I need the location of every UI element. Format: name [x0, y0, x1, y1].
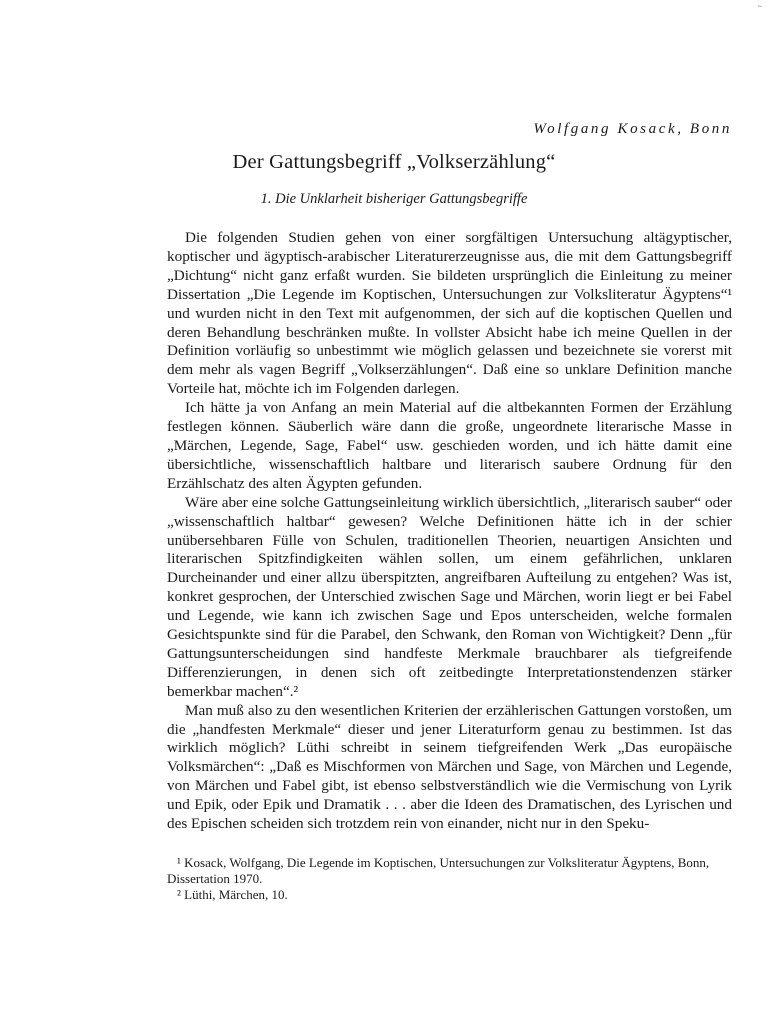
- page-title: Der Gattungsbegriff „Volkserzählung“: [232, 151, 556, 173]
- paragraph-2: Ich hätte ja von Anfang an mein Material auf die altbekannten Formen der Erzählung festlegen können. Säuberlich wäre dann die große, ungeordnete literarische Masse in „Märchen, Legende, Sage, Fabel“ usw. geschieden worden, und ich hätte damit eine übersichtliche, wissenschaftlich haltbare und literarisch saubere Ordnung für den Erzählschatz des alten Ägypten gefunden.: [167, 399, 732, 492]
- footnotes: [167, 855, 732, 903]
- paragraph-1: Die folgenden Studien gehen von einer sorgfältigen Untersuchung altägyptischer, koptischer und ägyptisch-arabischer Literaturerzeugnisse aus, die mit dem Gattungsbegriff „Dichtung“ nicht ganz erfaßt wurden. Sie bildeten ursprünglich die Einleitung zu meiner Dissertation „Die Legende im Koptischen, Untersuchungen zur Volksliteratur Ägyptens“¹ und wurden nicht in den Text mit aufgenommen, der sich auf die koptischen Quellen und deren Behandlung beschränken mußte. In vollster Absicht habe ich meine Quellen in der Definition vorläufig so unbestimmt wie möglich gelassen und bezeichnete sie vorerst mit dem mehr als vagen Begriff „Volkserzählungen“. Daß eine so unklare Definition manche Vorteile hat, möchte ich im Folgenden darlegen.: [167, 229, 732, 398]
- body-text: [167, 229, 732, 834]
- scan-mark: ~: [757, 2, 762, 11]
- section-heading: 1. Die Unklarheit bisheriger Gattungsbegriffe: [260, 191, 528, 207]
- author-line: Wolfgang Kosack, Bonn: [533, 121, 732, 137]
- paragraph-4: Man muß also zu den wesentlichen Kriterien der erzählerischen Gattungen vorstoßen, um die „handfesten Merkmale“ dieser und jener Literaturform genau zu bestimmen. Ist das wirklich möglich? Lüthi schreibt in seinem tiefgreifenden Werk „Das europäische Volksmärchen“: „Daß es Mischformen von Märchen und Sage, von Märchen und Legende, von Märchen und Fabel gibt, ist ebenso selbstverständlich wie die Vermischung von Lyrik und Epik, oder Epik und Dramatik . . . aber die Ideen des Dramatischen, des Lyrischen und des Epischen scheiden sich trotzdem rein von einander, nicht nur in den Speku-: [167, 701, 732, 833]
- paragraph-3: Wäre aber eine solche Gattungseinleitung wirklich übersichtlich, „literarisch sauber“ oder „wissenschaftlich haltbar“ gewesen? Welche Definitionen hätte ich in der schier unübersehbaren Fülle von Schulen, traditionellen Theorien, neuartigen Ansichten und literarischen Spitzfindigkeiten wählen sollen, um einem gefährlichen, unklaren Durcheinander und einer allzu überspitzten, angreifbaren Aufteilung zu entgehen? Was ist, konkret gesprochen, der Unterschied zwischen Sage und Märchen, worin liegt er bei Fabel und Legende, wie kann ich zwischen Sage und Epos unterscheiden, welche formalen Gesichtspunkte sind für die Parabel, den Schwank, den Roman von Wichtigkeit? Denn „für Gattungsunterscheidungen sind handfeste Merkmale brauchbarer als tiefgreifende Differenzierungen, in denen sich oft zeitbedingte Interpretationstendenzen stärker bemerkbar machen“.²: [167, 493, 732, 700]
- footnote-2: ² Lüthi, Märchen, 10.: [177, 887, 288, 902]
- footnote-1: ¹ Kosack, Wolfgang, Die Legende im Koptischen, Untersuchungen zur Volksliteratur Ägyptens, Bonn, Dissertation 1970.: [167, 855, 710, 886]
